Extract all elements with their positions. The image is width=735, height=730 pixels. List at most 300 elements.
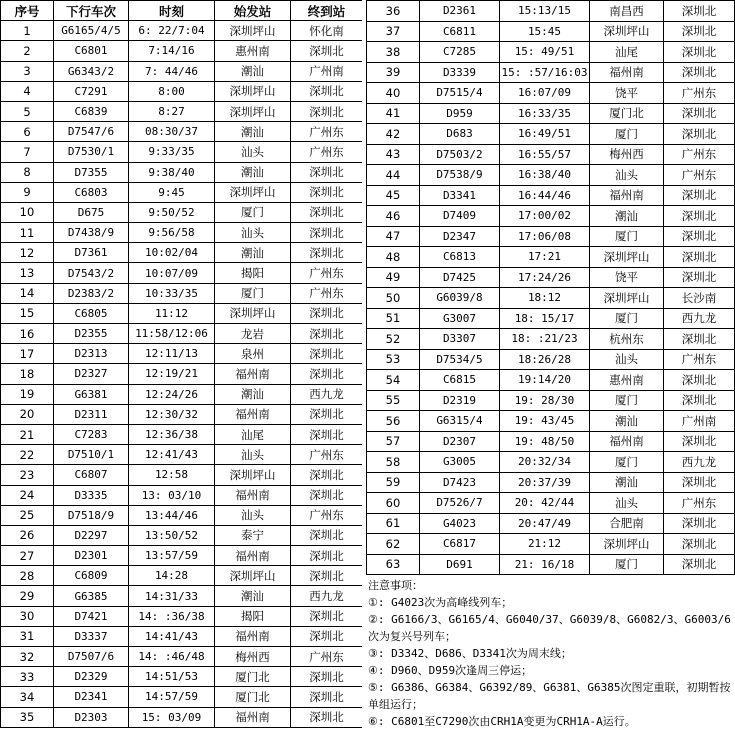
origin-cell: 厦门 xyxy=(590,124,664,145)
train-cell: C6817 xyxy=(420,534,500,555)
train-cell: D2347 xyxy=(420,226,500,247)
origin-cell: 深圳坪山 xyxy=(590,247,664,268)
time-cell: 13:57/59 xyxy=(129,546,215,566)
time-cell: 20:37/39 xyxy=(500,472,590,493)
time-cell: 10:02/04 xyxy=(129,243,215,263)
table-row xyxy=(367,472,735,493)
origin-cell: 深圳坪山 xyxy=(215,81,291,101)
origin-cell: 揭阳 xyxy=(215,606,291,626)
seq-cell: 21 xyxy=(1,424,54,444)
train-cell: D3335 xyxy=(54,485,129,505)
note-line: ⑥: C6801至C7290次由CRH1A变更为CRH1A-A运行。 xyxy=(368,715,636,728)
origin-cell: 潮汕 xyxy=(215,122,291,142)
destination-cell: 广州东 xyxy=(291,445,363,465)
time-cell: 14: :46/48 xyxy=(129,647,215,667)
destination-cell: 西九龙 xyxy=(291,586,363,606)
seq-cell: 16 xyxy=(1,324,54,344)
destination-cell: 深圳北 xyxy=(291,626,363,646)
origin-cell: 潮汕 xyxy=(215,384,291,404)
destination-cell: 广州东 xyxy=(664,144,735,165)
time-cell: 18:26/28 xyxy=(500,349,590,370)
table-row xyxy=(1,223,363,243)
time-cell: 12:24/26 xyxy=(129,384,215,404)
time-cell: 16:44/46 xyxy=(500,185,590,206)
seq-cell: 45 xyxy=(367,185,420,206)
seq-cell: 18 xyxy=(1,364,54,384)
table-row xyxy=(1,202,363,222)
origin-cell: 福州南 xyxy=(215,546,291,566)
origin-cell: 合肥南 xyxy=(590,513,664,534)
table-row xyxy=(1,324,363,344)
origin-cell: 福州南 xyxy=(590,62,664,83)
train-cell: D3337 xyxy=(54,626,129,646)
seq-cell: 44 xyxy=(367,165,420,186)
time-cell: 12:36/38 xyxy=(129,424,215,444)
origin-cell: 饶平 xyxy=(590,267,664,288)
time-cell: 15:13/15 xyxy=(500,1,590,22)
time-cell: 16:33/35 xyxy=(500,103,590,124)
table-row xyxy=(367,390,735,411)
time-cell: 18:12 xyxy=(500,288,590,309)
time-cell: 12:58 xyxy=(129,465,215,485)
origin-cell: 厦门北 xyxy=(590,103,664,124)
seq-cell: 23 xyxy=(1,465,54,485)
train-cell: D675 xyxy=(54,202,129,222)
seq-cell: 60 xyxy=(367,493,420,514)
origin-cell: 汕头 xyxy=(215,445,291,465)
time-cell: 13: 03/10 xyxy=(129,485,215,505)
train-cell: D7538/9 xyxy=(420,165,500,186)
seq-cell: 41 xyxy=(367,103,420,124)
time-cell: 11:58/12:06 xyxy=(129,324,215,344)
origin-cell: 汕头 xyxy=(590,349,664,370)
origin-cell: 梅州西 xyxy=(590,144,664,165)
origin-cell: 厦门 xyxy=(590,554,664,575)
table-row xyxy=(367,21,735,42)
time-cell: 9:45 xyxy=(129,182,215,202)
table-row xyxy=(1,465,363,485)
origin-cell: 福州南 xyxy=(590,185,664,206)
destination-cell: 深圳北 xyxy=(291,243,363,263)
seq-cell: 13 xyxy=(1,263,54,283)
seq-cell: 35 xyxy=(1,707,54,727)
train-cell: C6813 xyxy=(420,247,500,268)
destination-cell: 深圳北 xyxy=(664,1,735,22)
table-row xyxy=(367,42,735,63)
seq-cell: 26 xyxy=(1,525,54,545)
train-cell: C7285 xyxy=(420,42,500,63)
time-cell: 9:38/40 xyxy=(129,162,215,182)
time-cell: 9:50/52 xyxy=(129,202,215,222)
table-row xyxy=(1,283,363,303)
table-row xyxy=(1,21,363,41)
seq-cell: 37 xyxy=(367,21,420,42)
origin-cell: 汕头 xyxy=(215,505,291,525)
train-cell: D2307 xyxy=(420,431,500,452)
right-table-body xyxy=(367,1,735,575)
origin-cell: 厦门 xyxy=(590,226,664,247)
destination-cell: 广州南 xyxy=(291,61,363,81)
train-cell: D7425 xyxy=(420,267,500,288)
time-cell: 17:21 xyxy=(500,247,590,268)
seq-cell: 36 xyxy=(367,1,420,22)
seq-cell: 22 xyxy=(1,445,54,465)
train-cell: D2327 xyxy=(54,364,129,384)
seq-cell: 54 xyxy=(367,370,420,391)
train-cell: D691 xyxy=(420,554,500,575)
table-row xyxy=(1,445,363,465)
destination-cell: 深圳北 xyxy=(664,185,735,206)
destination-cell: 深圳北 xyxy=(291,707,363,727)
seq-cell: 55 xyxy=(367,390,420,411)
table-row xyxy=(1,606,363,626)
destination-cell: 广州东 xyxy=(291,263,363,283)
table-row xyxy=(367,247,735,268)
train-cell: D3307 xyxy=(420,329,500,350)
train-cell: D683 xyxy=(420,124,500,145)
header-row xyxy=(1,1,363,21)
table-row xyxy=(367,185,735,206)
time-cell: 7: 44/46 xyxy=(129,61,215,81)
destination-cell: 深圳北 xyxy=(664,21,735,42)
seq-cell: 25 xyxy=(1,505,54,525)
seq-cell: 40 xyxy=(367,83,420,104)
table-row xyxy=(367,452,735,473)
train-cell: G6343/2 xyxy=(54,61,129,81)
destination-cell: 深圳北 xyxy=(291,182,363,202)
origin-cell: 潮汕 xyxy=(215,586,291,606)
destination-cell: 广州东 xyxy=(291,647,363,667)
seq-cell: 51 xyxy=(367,308,420,329)
destination-cell: 深圳北 xyxy=(291,41,363,61)
destination-cell: 深圳北 xyxy=(291,404,363,424)
origin-cell: 梅州西 xyxy=(215,647,291,667)
origin-cell: 深圳坪山 xyxy=(590,534,664,555)
origin-cell: 潮汕 xyxy=(215,61,291,81)
seq-cell: 56 xyxy=(367,411,420,432)
train-cell: D7534/5 xyxy=(420,349,500,370)
seq-cell: 50 xyxy=(367,288,420,309)
table-row xyxy=(1,546,363,566)
table-row xyxy=(367,1,735,22)
destination-cell: 深圳北 xyxy=(664,329,735,350)
train-cell: C7283 xyxy=(54,424,129,444)
seq-cell: 39 xyxy=(367,62,420,83)
destination-cell: 深圳北 xyxy=(291,81,363,101)
destination-cell: 深圳北 xyxy=(664,226,735,247)
origin-cell: 龙岩 xyxy=(215,324,291,344)
origin-cell: 惠州南 xyxy=(215,41,291,61)
time-cell: 7:14/16 xyxy=(129,41,215,61)
train-cell: C6807 xyxy=(54,465,129,485)
time-cell: 17:06/08 xyxy=(500,226,590,247)
seq-cell: 19 xyxy=(1,384,54,404)
destination-cell: 深圳北 xyxy=(664,103,735,124)
train-cell: G6385 xyxy=(54,586,129,606)
table-row xyxy=(367,267,735,288)
train-cell: D7409 xyxy=(420,206,500,227)
origin-cell: 汕头 xyxy=(590,493,664,514)
train-cell: D7423 xyxy=(420,472,500,493)
timetable-left xyxy=(0,0,363,728)
train-cell: D7507/6 xyxy=(54,647,129,667)
destination-cell: 广州东 xyxy=(291,122,363,142)
table-row xyxy=(1,525,363,545)
destination-cell: 深圳北 xyxy=(291,202,363,222)
seq-cell: 15 xyxy=(1,303,54,323)
seq-cell: 62 xyxy=(367,534,420,555)
train-cell: D7547/6 xyxy=(54,122,129,142)
table-row xyxy=(367,165,735,186)
train-cell: C6815 xyxy=(420,370,500,391)
origin-cell: 潮汕 xyxy=(590,206,664,227)
origin-cell: 汕尾 xyxy=(215,424,291,444)
table-row xyxy=(1,647,363,667)
table-row xyxy=(1,263,363,283)
note-line: ⑤: G6386、G6384、G6392/89、G6381、G6385次图定重联，初期暂按单组运行； xyxy=(368,681,731,711)
table-row xyxy=(367,124,735,145)
notes-title: 注意事项： xyxy=(368,579,423,592)
table-row xyxy=(1,81,363,101)
seq-cell: 38 xyxy=(367,42,420,63)
train-cell: D2319 xyxy=(420,390,500,411)
table-row xyxy=(367,513,735,534)
table-row xyxy=(1,485,363,505)
table-row xyxy=(367,534,735,555)
destination-cell: 深圳北 xyxy=(291,364,363,384)
origin-cell: 深圳坪山 xyxy=(215,566,291,586)
origin-cell: 饶平 xyxy=(590,83,664,104)
destination-cell: 深圳北 xyxy=(664,513,735,534)
destination-cell: 深圳北 xyxy=(291,465,363,485)
table-row xyxy=(1,586,363,606)
train-cell: D2313 xyxy=(54,344,129,364)
note-line: ①: G4023次为高峰线列车； xyxy=(368,596,513,609)
train-cell: D2301 xyxy=(54,546,129,566)
seq-cell: 32 xyxy=(1,647,54,667)
destination-cell: 深圳北 xyxy=(664,431,735,452)
destination-cell: 深圳北 xyxy=(291,303,363,323)
table-row xyxy=(1,101,363,121)
seq-cell: 2 xyxy=(1,41,54,61)
train-cell: D959 xyxy=(420,103,500,124)
origin-cell: 深圳坪山 xyxy=(215,21,291,41)
table-row xyxy=(1,122,363,142)
time-cell: 21:12 xyxy=(500,534,590,555)
table-row xyxy=(1,243,363,263)
left-table-body xyxy=(1,21,363,728)
time-cell: 18: 15/17 xyxy=(500,308,590,329)
table-row xyxy=(1,41,363,61)
table-row xyxy=(1,626,363,646)
destination-cell: 广州东 xyxy=(664,349,735,370)
origin-cell: 福州南 xyxy=(215,485,291,505)
train-cell: C6811 xyxy=(420,21,500,42)
seq-cell: 29 xyxy=(1,586,54,606)
destination-cell: 广州东 xyxy=(291,283,363,303)
table-row xyxy=(367,308,735,329)
time-cell: 14: :36/38 xyxy=(129,606,215,626)
destination-cell: 深圳北 xyxy=(291,525,363,545)
seq-cell: 58 xyxy=(367,452,420,473)
seq-cell: 57 xyxy=(367,431,420,452)
time-cell: 19: 28/30 xyxy=(500,390,590,411)
seq-cell: 49 xyxy=(367,267,420,288)
table-row xyxy=(1,505,363,525)
origin-cell: 汕头 xyxy=(590,165,664,186)
time-cell: 15: :57/16:03 xyxy=(500,62,590,83)
train-cell: D7421 xyxy=(54,606,129,626)
time-cell: 12:11/13 xyxy=(129,344,215,364)
seq-cell: 46 xyxy=(367,206,420,227)
timetable-right xyxy=(366,0,735,575)
train-cell: D2303 xyxy=(54,707,129,727)
time-cell: 9:33/35 xyxy=(129,142,215,162)
time-cell: 21: 16/18 xyxy=(500,554,590,575)
destination-cell: 西九龙 xyxy=(291,384,363,404)
time-cell: 16:07/09 xyxy=(500,83,590,104)
table-row xyxy=(1,404,363,424)
destination-cell: 深圳北 xyxy=(291,546,363,566)
time-cell: 08:30/37 xyxy=(129,122,215,142)
destination-cell: 长沙南 xyxy=(664,288,735,309)
time-cell: 12:19/21 xyxy=(129,364,215,384)
train-cell: C6809 xyxy=(54,566,129,586)
origin-cell: 厦门 xyxy=(215,202,291,222)
destination-cell: 深圳北 xyxy=(291,485,363,505)
origin-cell: 汕头 xyxy=(215,142,291,162)
destination-cell: 深圳北 xyxy=(664,370,735,391)
note-line: ③: D3342、D686、D3341次为周末线； xyxy=(368,647,572,660)
origin-cell: 厦门 xyxy=(590,308,664,329)
table-row xyxy=(1,384,363,404)
seq-cell: 17 xyxy=(1,344,54,364)
train-cell: G3007 xyxy=(420,308,500,329)
seq-cell: 52 xyxy=(367,329,420,350)
destination-cell: 广州东 xyxy=(291,505,363,525)
table-row xyxy=(367,144,735,165)
destination-cell: 深圳北 xyxy=(291,424,363,444)
seq-cell: 30 xyxy=(1,606,54,626)
time-cell: 15: 03/09 xyxy=(129,707,215,727)
table-row xyxy=(367,411,735,432)
table-row xyxy=(367,554,735,575)
time-cell: 14:31/33 xyxy=(129,586,215,606)
train-cell: G6315/4 xyxy=(420,411,500,432)
time-cell: 14:28 xyxy=(129,566,215,586)
destination-cell: 深圳北 xyxy=(664,247,735,268)
time-cell: 15: 49/51 xyxy=(500,42,590,63)
seq-cell: 42 xyxy=(367,124,420,145)
time-cell: 13:44/46 xyxy=(129,505,215,525)
destination-cell: 怀化南 xyxy=(291,21,363,41)
destination-cell: 广州东 xyxy=(291,142,363,162)
time-cell: 18: :21/23 xyxy=(500,329,590,350)
header-origin: 始发站 xyxy=(215,1,291,21)
table-row xyxy=(367,329,735,350)
train-cell: D2329 xyxy=(54,667,129,687)
origin-cell: 深圳坪山 xyxy=(215,101,291,121)
train-cell: D2361 xyxy=(420,1,500,22)
destination-cell: 深圳北 xyxy=(291,667,363,687)
seq-cell: 10 xyxy=(1,202,54,222)
time-cell: 10:07/09 xyxy=(129,263,215,283)
destination-cell: 广州东 xyxy=(664,83,735,104)
train-cell: D2341 xyxy=(54,687,129,707)
time-cell: 14:51/53 xyxy=(129,667,215,687)
time-cell: 19: 43/45 xyxy=(500,411,590,432)
destination-cell: 深圳北 xyxy=(664,472,735,493)
origin-cell: 福州南 xyxy=(215,404,291,424)
time-cell: 16:49/51 xyxy=(500,124,590,145)
table-row xyxy=(1,344,363,364)
train-cell: D7518/9 xyxy=(54,505,129,525)
seq-cell: 43 xyxy=(367,144,420,165)
table-row xyxy=(1,162,363,182)
table-row xyxy=(1,707,363,727)
train-cell: D7438/9 xyxy=(54,223,129,243)
time-cell: 8:27 xyxy=(129,101,215,121)
seq-cell: 27 xyxy=(1,546,54,566)
seq-cell: 53 xyxy=(367,349,420,370)
destination-cell: 广州南 xyxy=(664,411,735,432)
seq-cell: 14 xyxy=(1,283,54,303)
destination-cell: 深圳北 xyxy=(664,62,735,83)
seq-cell: 11 xyxy=(1,223,54,243)
time-cell: 20:47/49 xyxy=(500,513,590,534)
destination-cell: 深圳北 xyxy=(291,324,363,344)
origin-cell: 泉州 xyxy=(215,344,291,364)
train-cell: G6165/4/5 xyxy=(54,21,129,41)
seq-cell: 28 xyxy=(1,566,54,586)
header-seq: 序号 xyxy=(1,1,54,21)
origin-cell: 潮汕 xyxy=(590,472,664,493)
time-cell: 8:00 xyxy=(129,81,215,101)
origin-cell: 潮汕 xyxy=(215,162,291,182)
destination-cell: 深圳北 xyxy=(291,223,363,243)
origin-cell: 厦门 xyxy=(590,452,664,473)
train-cell: G6381 xyxy=(54,384,129,404)
train-cell: G3005 xyxy=(420,452,500,473)
note-line: ④: D960、D959次逢周三停运； xyxy=(368,664,533,677)
origin-cell: 泰宁 xyxy=(215,525,291,545)
seq-cell: 47 xyxy=(367,226,420,247)
table-row xyxy=(367,370,735,391)
origin-cell: 厦门北 xyxy=(215,667,291,687)
time-cell: 16:38/40 xyxy=(500,165,590,186)
origin-cell: 汕尾 xyxy=(590,42,664,63)
table-row xyxy=(367,493,735,514)
destination-cell: 深圳北 xyxy=(291,344,363,364)
train-cell: C6805 xyxy=(54,303,129,323)
table-row xyxy=(1,364,363,384)
train-cell: D3341 xyxy=(420,185,500,206)
time-cell: 11:12 xyxy=(129,303,215,323)
train-cell: D7361 xyxy=(54,243,129,263)
time-cell: 14:41/43 xyxy=(129,626,215,646)
train-cell: D2383/2 xyxy=(54,283,129,303)
time-cell: 13:50/52 xyxy=(129,525,215,545)
train-cell: C6839 xyxy=(54,101,129,121)
time-cell: 10:33/35 xyxy=(129,283,215,303)
train-cell: G4023 xyxy=(420,513,500,534)
origin-cell: 杭州东 xyxy=(590,329,664,350)
table-row xyxy=(1,566,363,586)
time-cell: 20: 42/44 xyxy=(500,493,590,514)
time-cell: 15:45 xyxy=(500,21,590,42)
origin-cell: 揭阳 xyxy=(215,263,291,283)
time-cell: 20:32/34 xyxy=(500,452,590,473)
